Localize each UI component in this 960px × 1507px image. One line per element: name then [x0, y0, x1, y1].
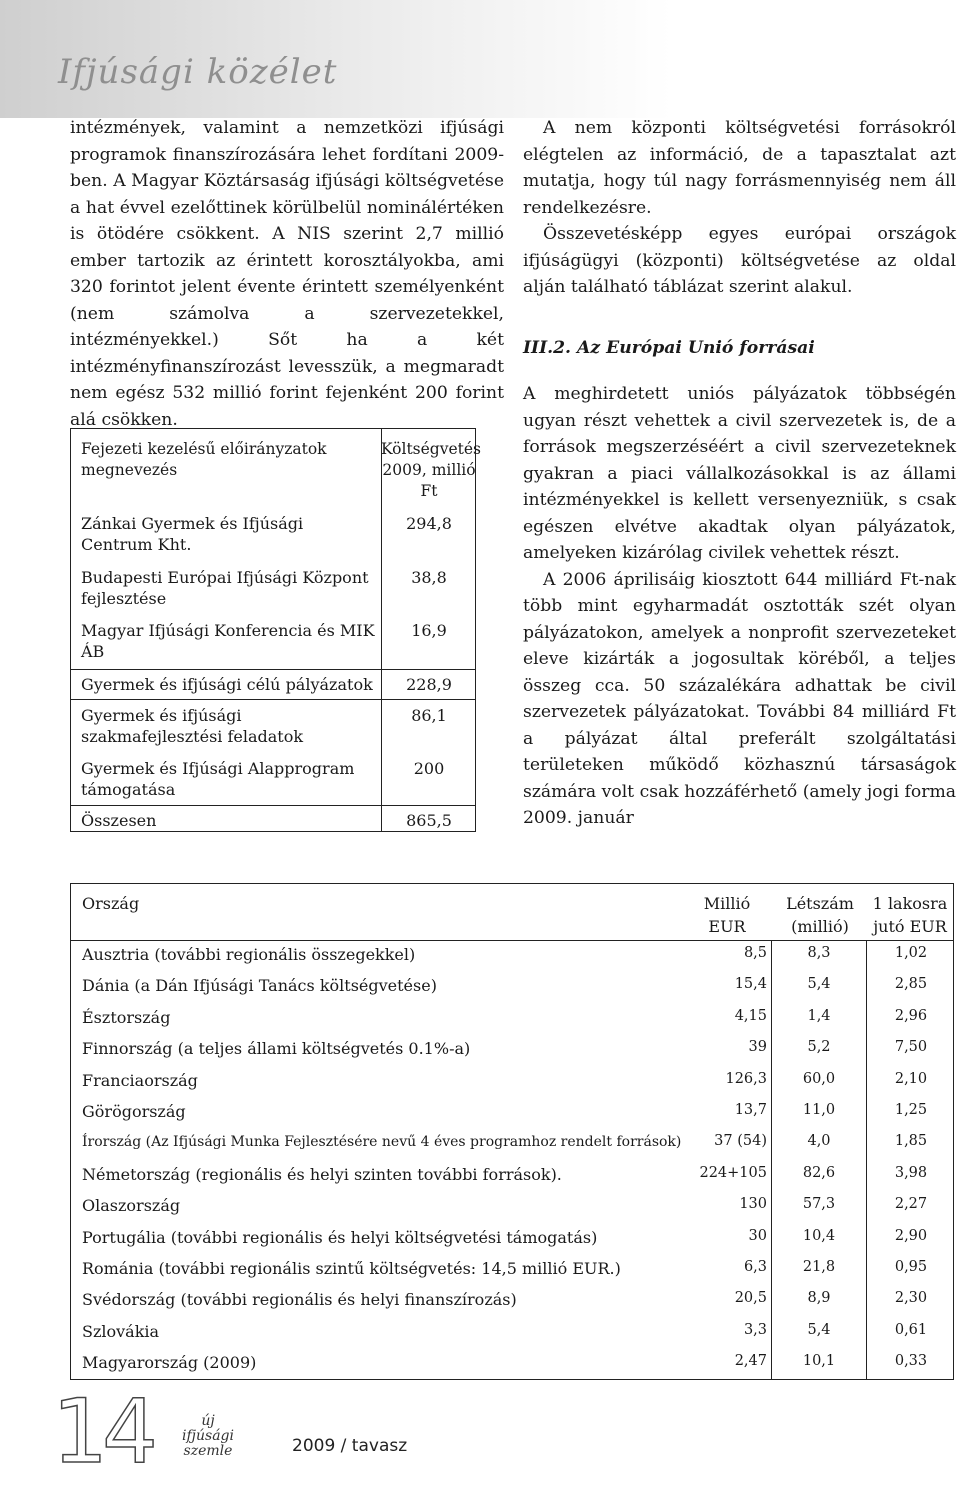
header-million-eur: Millió EUR: [703, 894, 751, 936]
population-value: 5,4: [807, 976, 831, 993]
population-value: 4,0: [807, 1133, 831, 1150]
budget-row-value: 294,8: [406, 514, 452, 533]
right-paragraph: Összevetésképp egyes európai országok ifjúságügyi (központi) költségvetése az oldal alján található táblázat szerint alakul.: [523, 224, 956, 297]
population-value: 1,4: [807, 1007, 831, 1024]
million-eur-value: 8,5: [743, 945, 767, 961]
header-per-capita: 1 lakosra jutó EUR: [872, 894, 948, 936]
million-eur-value: 39: [748, 1039, 767, 1056]
logo-line: ifjúsági: [182, 1428, 234, 1444]
table-row: [71, 1348, 953, 1379]
per-capita-value: 2,10: [894, 1070, 928, 1087]
per-capita-value: 3,98: [894, 1164, 928, 1181]
per-capita-value: 2,30: [894, 1290, 928, 1307]
table-row: [71, 1191, 953, 1222]
country-budget-table: [70, 883, 954, 1380]
country-name: Portugália (további regionális és helyi költségvetési támogatás): [82, 1227, 598, 1247]
country-name: Magyarország (2009): [82, 1353, 257, 1373]
per-capita-value: 2,96: [894, 1007, 928, 1024]
left-column-text: intézmények, valamint a nemzetközi ifjúsági programok finanszírozására lehet fordítani 2009-ben. A Magyar Köztársaság ifjúsági költségvetése a hat évvel ezelőttinek körülbelül nominálértéken is ötödére csökkent. A NIS szerint 2,7 millió ember tartozik az érintett korosztályokba, ami 320 forintot jelent évente érintett személyenként (nem számolva a szervezetekkel, intézményekkel.) Sőt ha a két intézményfinanszírozást levesszük, a megmaradt nem egész 532 millió forint fejenként 200 forint alá csökken.: [70, 118, 504, 430]
journal-logo: [182, 1414, 234, 1459]
budget-total-name: Összesen: [81, 811, 157, 830]
population-value: 8,3: [807, 945, 831, 961]
table-row: [71, 1034, 953, 1065]
logo-line: új: [201, 1413, 215, 1429]
million-eur-value: 37 (54): [714, 1133, 767, 1150]
table-row: [71, 1160, 953, 1191]
budget-row-name: Budapesti Európai Ifjúsági Központ fejlesztése: [81, 568, 369, 608]
budget-table: [70, 428, 482, 832]
million-eur-value: 130: [739, 1196, 767, 1213]
per-capita-value: 2,27: [894, 1196, 928, 1213]
per-capita-value: 1,25: [894, 1102, 928, 1118]
table-row: [71, 1254, 953, 1285]
budget-row-value: 228,9: [406, 675, 452, 694]
per-capita-value: 7,50: [894, 1039, 928, 1056]
table-row: [71, 1066, 953, 1097]
logo-line: szemle: [183, 1443, 233, 1459]
right-column: [523, 115, 956, 832]
table-row: [71, 1003, 953, 1034]
table-row: [71, 971, 953, 1002]
per-capita-value: 1,85: [894, 1133, 928, 1150]
million-eur-value: 126,3: [725, 1070, 767, 1087]
right-paragraph: A meghirdetett uniós pályázatok többségén ugyan részt vehettek a civil szervezetek is, de a források megszerzéséért a civil szervezeteknek gyakran a piaci vállalkozásokkal is az állami intézményekkel is kellett versenyezniük, s csak egészen elvétve akadtak olyan pályázatok, amelyeken kizárólag civilek vehettek részt.: [523, 384, 956, 563]
table-row: [71, 1223, 953, 1254]
issue-label: 2009 / tavasz: [292, 1436, 408, 1456]
budget-row-value: 86,1: [411, 706, 447, 725]
country-name: Dánia (a Dán Ifjúsági Tanács költségvetése): [82, 976, 437, 996]
section-title: Ifjúsági közélet: [58, 52, 338, 92]
country-name: Görögország: [82, 1102, 186, 1121]
million-eur-value: 20,5: [734, 1290, 767, 1307]
per-capita-value: 1,02: [894, 945, 928, 961]
budget-header-value: Költségvetés 2009, millió Ft: [381, 440, 482, 500]
million-eur-value: 30: [748, 1227, 767, 1244]
per-capita-value: 2,90: [894, 1227, 928, 1244]
per-capita-value: 0,33: [894, 1353, 928, 1370]
table-row: [71, 1285, 953, 1316]
right-paragraph: A 2006 áprilisáig kiosztott 644 milliárd Ft-nak több mint egyharmadát osztották szét olyan pályázatokon, amelyek a nonprofit szervezeteket eleve kizárták a jogosultak köréből, a teljes összeg cca. 50 százalékára adhattak be civil szervezetek pályázatokat. További 84 milliárd Ft a pályázat által preferált szolgáltatási területeken működő közhasznú társaságok számára volt csak hozzáférhető (amely jogi forma 2009. január: [523, 569, 956, 828]
budget-table-rule: [71, 669, 475, 670]
budget-row-name: Gyermek és ifjúsági célú pályázatok: [81, 675, 373, 694]
budget-row-value: 16,9: [411, 621, 447, 640]
population-value: 5,2: [807, 1039, 831, 1056]
million-eur-value: 224+105: [699, 1164, 767, 1181]
country-name: Írország (Az Ifjúsági Munka Fejlesztésére nevű 4 éves programhoz rendelt források): [82, 1134, 682, 1151]
budget-table-rule: [71, 805, 475, 806]
country-name: Ausztria (további regionális összegekkel): [82, 945, 416, 964]
header-population: Létszám (millió): [786, 894, 854, 936]
budget-header-name: Fejezeti kezelésű előirányzatok megnevezés: [81, 440, 327, 479]
table-row: [71, 1097, 953, 1128]
left-column: [70, 115, 504, 433]
population-value: 82,6: [802, 1164, 836, 1181]
country-name: Franciaország: [82, 1070, 198, 1090]
million-eur-value: 4,15: [734, 1007, 767, 1024]
per-capita-value: 0,61: [894, 1321, 928, 1338]
population-value: 10,1: [802, 1353, 836, 1370]
budget-row-name: Gyermek és Ifjúsági Alapprogram támogatása: [81, 759, 355, 799]
population-value: 11,0: [802, 1102, 836, 1118]
population-value: 21,8: [802, 1259, 836, 1275]
country-name: Finnország (a teljes állami költségvetés 0.1%-a): [82, 1039, 471, 1059]
budget-row-name: Gyermek és ifjúsági szakmafejlesztési feladatok: [81, 706, 304, 746]
budget-total-value: 865,5: [406, 811, 452, 830]
budget-row-value: 38,8: [411, 568, 447, 587]
table-row: [71, 940, 953, 971]
per-capita-value: 2,85: [894, 976, 928, 993]
population-value: 10,4: [802, 1227, 836, 1244]
table-row: [71, 1128, 953, 1159]
header-country: Ország: [82, 894, 140, 913]
per-capita-value: 0,95: [894, 1259, 928, 1275]
country-name: Németország (regionális és helyi szinten további források).: [82, 1164, 562, 1184]
budget-row-name: Zánkai Gyermek és Ifjúsági Centrum Kht.: [81, 514, 304, 554]
million-eur-value: 13,7: [734, 1102, 767, 1118]
page-number: 14: [52, 1380, 152, 1483]
population-value: 5,4: [807, 1321, 831, 1338]
million-eur-value: 3,3: [743, 1321, 767, 1338]
budget-row-name: Magyar Ifjúsági Konferencia és MIK ÁB: [81, 621, 375, 661]
country-table-body: [71, 940, 953, 1379]
country-name: Románia (további regionális szintű költségvetés: 14,5 millió EUR.): [82, 1259, 621, 1278]
country-name: Olaszország: [82, 1196, 181, 1216]
country-name: Észtország: [82, 1007, 171, 1027]
country-name: Svédország (további regionális és helyi finanszírozás): [82, 1290, 517, 1310]
section-heading: III.2. Az Európai Unió forrásai: [523, 337, 815, 358]
budget-table-rule: [71, 699, 475, 700]
table-row: [71, 1317, 953, 1348]
population-value: 60,0: [802, 1070, 836, 1087]
population-value: 8,9: [807, 1290, 831, 1307]
million-eur-value: 2,47: [734, 1353, 767, 1370]
million-eur-value: 6,3: [743, 1259, 767, 1275]
budget-row-value: 200: [413, 759, 445, 778]
right-paragraph: A nem központi költségvetési forrásokról elégtelen az információ, de a tapasztalat azt mutatja, hogy túl nagy forrásmennyiség nem áll rendelkezésre.: [523, 118, 956, 218]
population-value: 57,3: [802, 1196, 836, 1213]
country-name: Szlovákia: [82, 1321, 160, 1341]
million-eur-value: 15,4: [734, 976, 767, 993]
